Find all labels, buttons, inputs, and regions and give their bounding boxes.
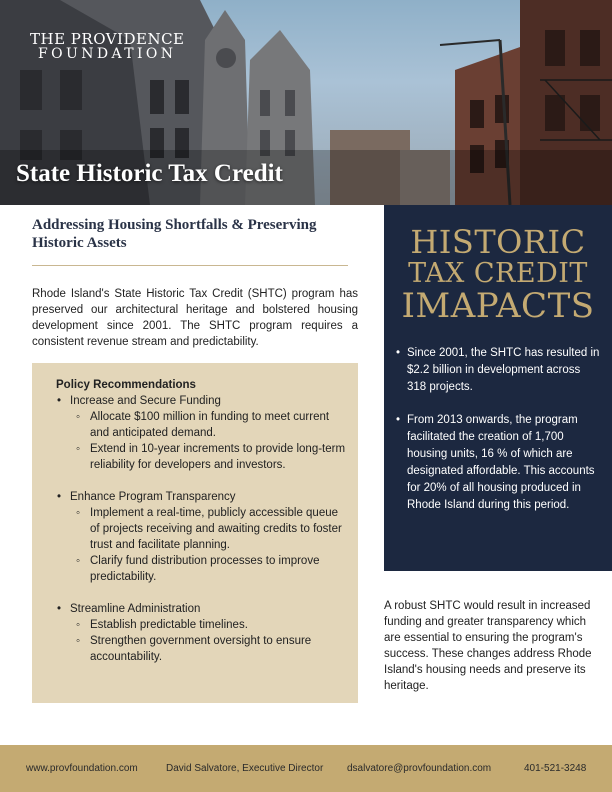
impacts-title-line2: TAX CREDIT: [408, 258, 588, 289]
impacts-list: [396, 345, 601, 514]
policy-group-title: Enhance Program Transparency: [70, 491, 236, 503]
footer-director: David Salvatore, Executive Director: [166, 763, 324, 774]
policy-recommendations-box: [32, 363, 358, 703]
policy-item: ◦ Clarify fund distribution processes to improve predictability.: [74, 553, 346, 585]
policy-group: [56, 601, 346, 665]
policy-item: ◦ Implement a real-time, publicly accessible queue of projects receiving and awaiting credits to foster trust and facilitate planning.: [74, 505, 346, 553]
policy-item: ◦ Extend in 10-year increments to provide long-term reliability for developers and investors.: [74, 441, 346, 473]
policy-group-title: Increase and Secure Funding: [70, 395, 221, 407]
hero-banner: [0, 0, 612, 205]
intro-paragraph: Rhode Island's State Historic Tax Credit (SHTC) program has preserved our architectural heritage and bolstered housing development since 2001. The SHTC program requires a consistent revenue stream and predictability.: [32, 288, 358, 348]
policy-item: ◦ Establish predictable timelines.: [74, 617, 346, 633]
page-title: State Historic Tax Credit: [16, 160, 283, 187]
policy-group-title: Streamline Administration: [70, 603, 201, 615]
impacts-title-line1: HISTORIC: [410, 223, 586, 261]
policy-group: [56, 489, 346, 585]
logo-line2: FOUNDATION: [38, 46, 177, 62]
foundation-logo: [30, 32, 185, 62]
divider: [32, 265, 348, 266]
footer-website-link[interactable]: www.provfoundation.com: [26, 763, 138, 774]
closing-paragraph: A robust SHTC would result in increased funding and greater transparency which are essential to ensuring the program's success. These changes address Rhode Island's housing needs and preserve its heritage.: [384, 600, 592, 692]
impacts-title: [384, 225, 612, 324]
impacts-panel: [384, 205, 612, 571]
impact-item: • From 2013 onwards, the program facilitated the creation of 1,700 housing units, 16 % of which are designated affordable. This accounts for 20% of all housing produced in Rhode Island during this period.: [396, 412, 601, 514]
footer-email-link[interactable]: dsalvatore@provfoundation.com: [347, 763, 492, 774]
policy-list: [56, 393, 346, 665]
policy-item: ◦ Strengthen government oversight to ensure accountability.: [74, 633, 346, 665]
footer-bar: [0, 745, 612, 792]
section-subhead: Addressing Housing Shortfalls & Preserving Historic Assets: [32, 217, 317, 251]
impacts-title-line3: IMAPACTS: [401, 286, 595, 326]
impact-item: • Since 2001, the SHTC has resulted in $2.2 billion in development across 318 projects.: [396, 345, 601, 396]
policy-item: ◦ Allocate $100 million in funding to meet current and anticipated demand.: [74, 409, 346, 441]
logo-line1: THE PROVIDENCE: [30, 30, 185, 48]
footer-phone[interactable]: 401-521-3248: [524, 763, 587, 774]
policy-heading: Policy Recommendations: [56, 379, 196, 391]
policy-group: [56, 393, 346, 473]
